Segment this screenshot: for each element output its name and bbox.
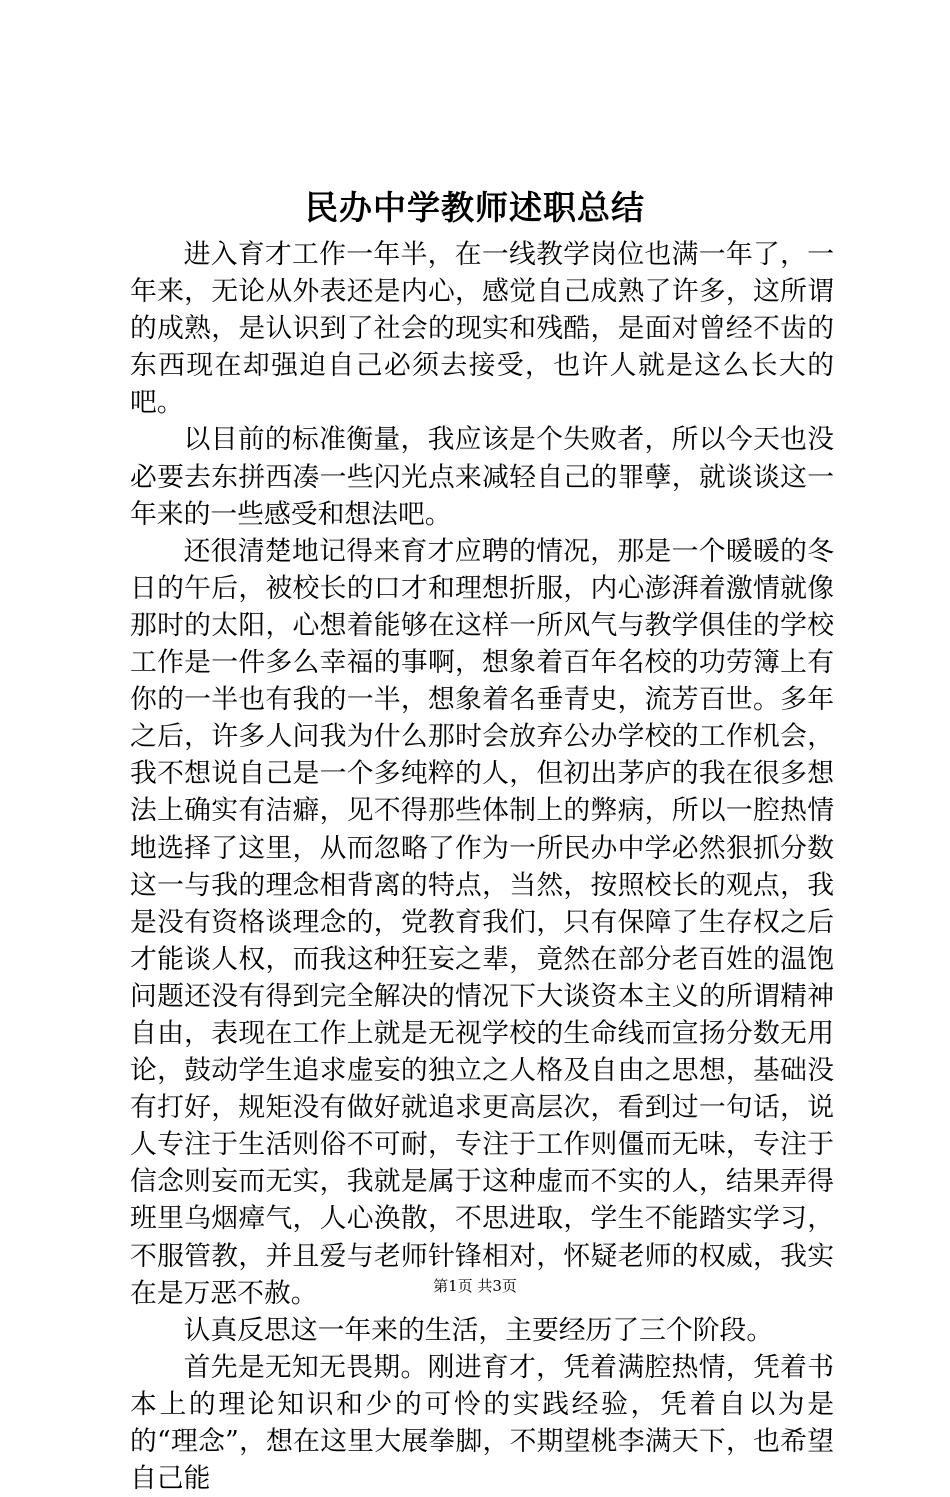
document-body [130,236,834,1497]
page-footer: 第1页 共3页 [433,1277,517,1295]
paragraph-3: 还很清楚地记得来育才应聘的情况，那是一个暖暖的冬日的午后，被校长的口才和理想折服，内心澎湃着激情就像那时的太阳，心想着能够在这样一所风气与教学俱佳的学校工作是一件多么幸福的事啊，想象着百年名校的功劳簿上有你的一半也有我的一半，想象着名垂青史，流芳百世。多年之后，许多人问我为什么那时会放弃公办学校的工作机会，我不想说自己是一个多纯粹的人，但初出茅庐的我在很多想法上确实有洁癖，见不得那些体制上的弊病，所以一腔热情地选择了这里，从而忽略了作为一所民办中学必然狠抓分数这一与我的理念相背离的特点，当然，按照校长的观点，我是没有资格谈理念的，党教育我们，只有保障了生存权之后才能谈人权，而我这种狂妄之辈，竟然在部分老百姓的温饱问题还没有得到完全解决的情况下大谈资本主义的所谓精神自由，表现在工作上就是无视学校的生命线而宣扬分数无用论，鼓动学生追求虚妄的独立之人格及自由之思想，基础没有打好，规矩没有做好就追求更高层次，看到过一句话，说人专注于生活则俗不可耐，专注于工作则僵而无味，专注于信念则妄而无实，我就是属于这种虚而不实的人，结果弄得班里乌烟瘴气，人心涣散，不思进取，学生不能踏实学习，不服管教，并且爱与老师针锋相对，怀疑老师的权威，我实在是万恶不赦。 [130,535,834,1309]
paragraph-1: 进入育才工作一年半，在一线教学岗位也满一年了，一年来，无论从外表还是内心，感觉自己成熟了许多，这所谓的成熟，是认识到了社会的现实和残酷，是面对曾经不齿的东西现在却强迫自己必须去接受，也许人就是这么长大的吧。 [130,239,834,419]
paragraph-2: 以目前的标准衡量，我应该是个失败者，所以今天也没必要去东拼西凑一些闪光点来减轻自己的罪孽，就谈谈这一年来的一些感受和想法吧。 [130,424,834,530]
document-title: 民办中学教师述职总结 [305,188,645,227]
paragraph-4: 认真反思这一年来的生活，主要经历了三个阶段。 [183,1314,774,1346]
paragraph-5: 首先是无知无畏期。刚进育才，凭着满腔热情，凭着书本上的理论知识和少的可怜的实践经验，凭着自以为是的“理念”，想在这里大展拳脚，不期望桃李满天下，也希望自己能 [130,1351,834,1495]
